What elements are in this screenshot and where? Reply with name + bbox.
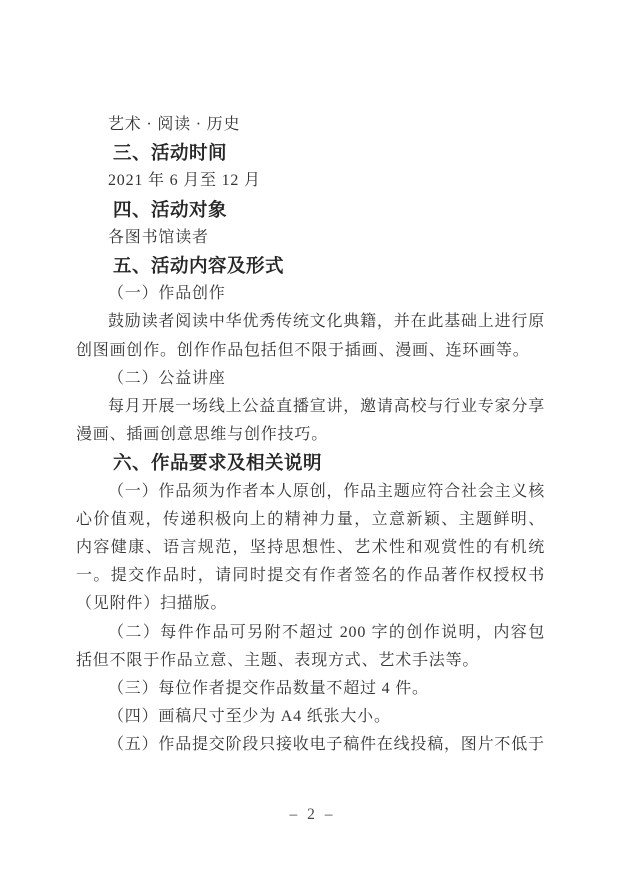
text-line: 各图书馆读者	[108, 228, 209, 246]
section-heading: 四、活动对象	[113, 198, 228, 220]
paragraph: （二）每件作品可另附不超过 200 字的创作说明，内容包括但不限于作品立意、主题、表现方式、艺术手法等。	[76, 623, 545, 669]
paragraph: （三）每位作者提交作品数量不超过 4 件。	[108, 680, 429, 698]
text-line: （二）公益讲座	[108, 369, 226, 387]
text-line: 2021 年 6 月至 12 月	[108, 172, 261, 190]
text-line: 艺术 · 阅读 · 历史	[108, 116, 241, 133]
section-heading: 六、作品要求及相关说明	[113, 452, 323, 474]
paragraph: （四）画稿尺寸至少为 A4 纸张大小。	[108, 708, 391, 726]
text-line: （一）作品创作	[108, 285, 226, 303]
paragraph: （一）作品须为作者本人原创，作品主题应符合社会主义核心价值观，传递积极向上的精神力量，立意新颖、主题鲜明、内容健康、语言规范，坚持思想性、艺术性和观赏性的有机统一。提交作品时，请同时提交有作者签名的作品著作权授权书（见附件）扫描版。	[76, 482, 545, 613]
paragraph: 每月开展一场线上公益直播宣讲，邀请高校与行业专家分享漫画、插画创意思维与创作技巧。	[76, 398, 545, 444]
section-heading: 五、活动内容及形式	[113, 255, 285, 277]
paragraph: （五）作品提交阶段只接收电子稿件在线投稿，图片不低于	[108, 736, 545, 754]
section-heading: 三、活动时间	[113, 142, 228, 164]
page-number: – 2 –	[289, 806, 336, 823]
document-body	[76, 111, 545, 760]
paragraph: 鼓励读者阅读中华优秀传统文化典籍，并在此基础上进行原创图画创作。创作作品包括但不限于插画、漫画、连环画等。	[76, 313, 545, 359]
